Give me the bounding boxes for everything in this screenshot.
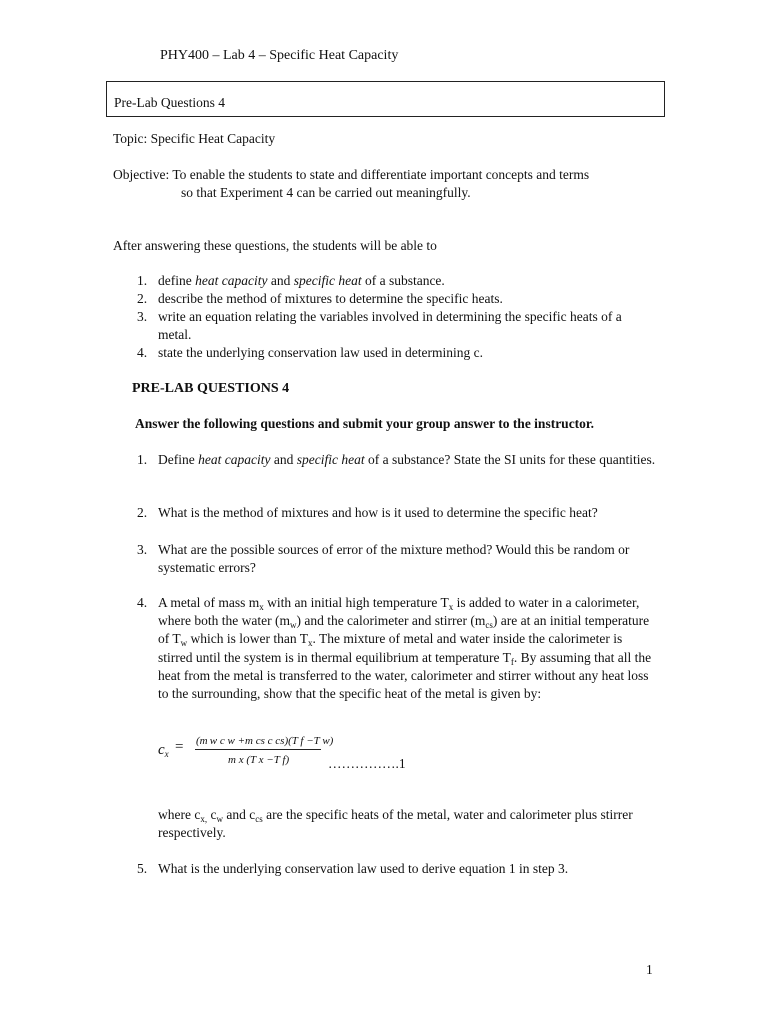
question-1 [113,451,658,469]
page-number: 1 [646,962,653,977]
list-number: 2. [137,291,148,306]
objective-line-2: so that Experiment 4 can be carried out meaningfully. [181,185,471,200]
list-text: define [158,273,196,288]
list-item [113,290,658,308]
question-number: 4. [137,595,148,610]
prelab-heading: PRE-LAB QUESTIONS 4 [132,381,290,396]
equation-lhs: $c_x$ [158,742,169,759]
answer-instruction: Answer the following questions and submit your group answer to the instructor. [135,416,595,431]
question-3 [113,541,658,577]
equation-equals: = [175,739,184,755]
objective-line-1: Objective: To enable the students to state and differentiate important concepts and terms [113,167,590,182]
objective [113,166,589,202]
document-header: PHY400 – Lab 4 – Specific Heat Capacity [160,48,399,63]
list-item [113,308,658,344]
title-box [106,81,665,117]
question-number: 3. [137,542,148,557]
list-item [113,272,658,290]
box-title: Pre-Lab Questions 4 [114,95,225,110]
question-text: Define heat capacity and specific heat of a substance? State the SI units for these quantities. [158,452,656,467]
list-text: describe the method of mixtures to determine the specific heats. [158,291,503,306]
question-5 [113,860,658,878]
question-text: What is the method of mixtures and how is it used to determine the specific heat? [158,505,598,520]
list-number: 4. [137,345,148,360]
list-item [113,344,658,362]
list-number: 3. [137,309,148,324]
question-number: 2. [137,505,148,520]
question-text: What is the underlying conservation law used to derive equation 1 in step 3. [158,861,569,876]
list-text: of a substance. [361,273,445,288]
term-specific-heat: specific heat [293,273,362,288]
specific-heat-equation [158,734,458,774]
equation-numerator: (m w c w +m cs c cs)(T f −T w) [196,735,334,747]
question-4 [113,594,658,703]
after-answering-text: After answering these questions, the students will be able to [113,238,437,253]
list-text: and [267,273,294,288]
question-2 [113,504,658,522]
objectives-list [113,272,658,362]
question-number: 5. [137,861,148,876]
equation-denominator: m x (T x −T f) [228,754,290,766]
where-explanation: where $c_{x,}$ $c_w$ and $c_{cs}$ are the specific heats of the metal, water and calorimeter plus stirrer respectively. [158,807,633,840]
list-text: write an equation relating the variables involved in determining the specific heats of a metal. [158,309,622,342]
question-text: What are the possible sources of error of the mixture method? Would this be random or systematic errors? [158,542,630,575]
equation-number: …………….1 [328,756,406,771]
list-text: state the underlying conservation law used in determining c. [158,345,484,360]
question-number: 1. [137,452,148,467]
list-number: 1. [137,273,148,288]
fraction-bar [195,749,321,750]
topic-line: Topic: Specific Heat Capacity [113,131,276,146]
question-text: A metal of mass $m_x$ with an initial high temperature $T_x$ is added to water in a calorimeter, where both the water $(m_w)$ and the calorimeter and stirrer $(m_{cs})$ are at an initial temperature of $T_w$ which is lower than $T_x$. The mixture of metal and water inside the calorimeter is stirred until the system is in thermal equilibrium at temperature $T_f$. By assuming that all the heat from the metal is transferred to the water, calorimeter and stirrer without any heat loss to the surrounding, show that the specific heat of the metal is given by: [158,595,652,702]
term-heat-capacity: heat capacity [195,273,268,288]
